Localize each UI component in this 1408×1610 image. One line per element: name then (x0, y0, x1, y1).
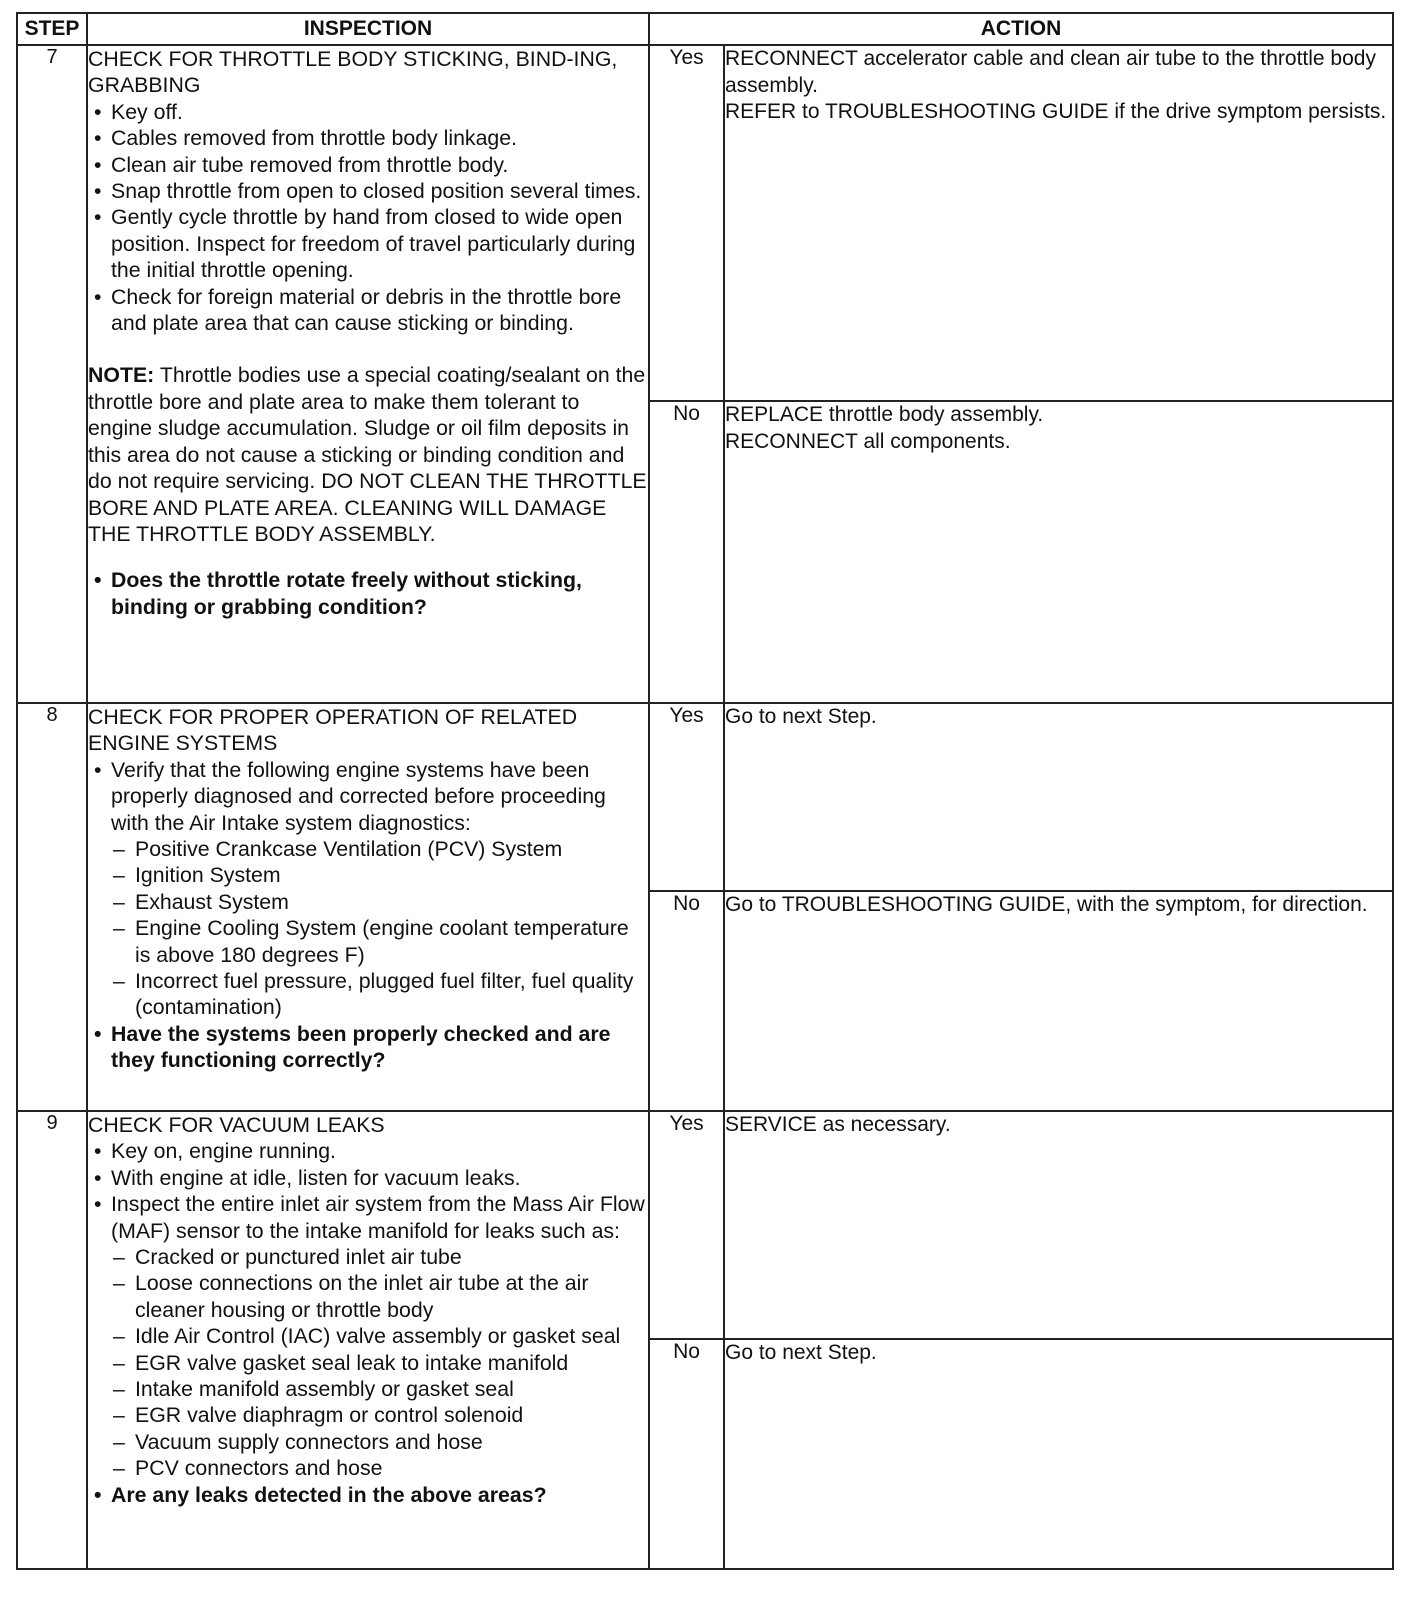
step-title: CHECK FOR VACUUM LEAKS (88, 1113, 385, 1137)
no-action (724, 401, 1393, 703)
step-8-inspection (87, 703, 649, 1111)
header-step: STEP (17, 13, 87, 45)
sub-list-item: – Loose connections on the inlet air tube at the air cleaner housing or throttle body (88, 1270, 648, 1323)
yes-label: Yes (649, 1111, 724, 1339)
no-label: No (649, 1339, 724, 1569)
step-number: 7 (17, 45, 87, 703)
header-action: ACTION (649, 13, 1393, 45)
step-7-yes-row (17, 45, 1393, 401)
list-item: • Clean air tube removed from throttle body. (88, 152, 648, 178)
note (88, 362, 648, 547)
sub-list-item: – Engine Cooling System (engine coolant temperature is above 180 degrees F) (88, 915, 648, 968)
list-item: • With engine at idle, listen for vacuum leaks. (88, 1165, 648, 1191)
sub-list-item: – EGR valve diaphragm or control solenoid (88, 1402, 648, 1428)
step-8-yes-row (17, 703, 1393, 891)
list-item: • Cables removed from throttle body linkage. (88, 125, 648, 151)
sub-list-item: – EGR valve gasket seal leak to intake manifold (88, 1350, 648, 1376)
sub-list-item: – Idle Air Control (IAC) valve assembly or gasket seal (88, 1323, 648, 1349)
action-line: Go to next Step. (725, 1341, 877, 1364)
sub-list-item: – Intake manifold assembly or gasket seal (88, 1376, 648, 1402)
no-label: No (649, 401, 724, 703)
no-action (724, 891, 1393, 1111)
sub-list-item: – Incorrect fuel pressure, plugged fuel filter, fuel quality (contamination) (88, 968, 648, 1021)
sub-list-item: – Exhaust System (88, 889, 648, 915)
step-9-inspection (87, 1111, 649, 1569)
list-item: • Verify that the following engine systems have been properly diagnosed and corrected before proceeding with the Air Intake system diagnostics: (88, 757, 648, 836)
note-text: Throttle bodies use a special coating/sealant on the throttle bore and plate area to make them tolerant to engine sludge accumulation. Sludge or oil film deposits in this area do not cause a sticking or binding condition and do not require servicing. DO NOT CLEAN THE THROTTLE BORE AND PLATE AREA. CLEANING WILL DAMAGE THE THROTTLE BODY ASSEMBLY. (88, 363, 647, 546)
list-item: • Snap throttle from open to closed position several times. (88, 178, 648, 204)
action-line: REPLACE throttle body assembly. (725, 403, 1044, 426)
yes-label: Yes (649, 703, 724, 891)
step-9-yes-row (17, 1111, 1393, 1339)
action-line: SERVICE as necessary. (725, 1113, 951, 1136)
diagnostic-sheet (16, 12, 1392, 1570)
sub-list-item: – Ignition System (88, 862, 648, 888)
step-question: • Have the systems been properly checked and are they functioning correctly? (88, 1021, 648, 1074)
action-line: RECONNECT all components. (725, 429, 1011, 453)
step-number: 8 (17, 703, 87, 1111)
action-line: RECONNECT accelerator cable and clean air tube to the throttle body assembly. (725, 47, 1376, 97)
action-line: REFER to TROUBLESHOOTING GUIDE if the drive symptom persists. (725, 100, 1387, 123)
sub-list-item: – Positive Crankcase Ventilation (PCV) System (88, 836, 648, 862)
sub-list-item: – Cracked or punctured inlet air tube (88, 1244, 648, 1270)
yes-action (724, 1111, 1393, 1339)
list-item: • Gently cycle throttle by hand from closed to wide open position. Inspect for freedom of travel particularly during the initial throttle opening. (88, 204, 648, 283)
sub-list-item: – Vacuum supply connectors and hose (88, 1429, 648, 1455)
no-label: No (649, 891, 724, 1111)
step-7-inspection (87, 45, 649, 703)
diagnostic-table (16, 12, 1394, 1570)
step-question: • Does the throttle rotate freely without sticking, binding or grabbing condition? (88, 567, 648, 620)
step-title: CHECK FOR THROTTLE BODY STICKING, BIND-ING, GRABBING (88, 47, 618, 98)
yes-label: Yes (649, 45, 724, 401)
yes-action (724, 45, 1393, 401)
sub-list-item: – PCV connectors and hose (88, 1455, 648, 1481)
list-item: • Check for foreign material or debris in the throttle bore and plate area that can cause sticking or binding. (88, 284, 648, 337)
list-item: • Key on, engine running. (88, 1138, 648, 1164)
step-question: • Are any leaks detected in the above areas? (88, 1482, 648, 1508)
list-item: • Key off. (88, 99, 648, 125)
action-line: Go to next Step. (725, 705, 877, 728)
list-item: • Inspect the entire inlet air system from the Mass Air Flow (MAF) sensor to the intake manifold for leaks such as: (88, 1191, 648, 1244)
step-number: 9 (17, 1111, 87, 1569)
header-row (17, 13, 1393, 45)
header-inspection: INSPECTION (87, 13, 649, 45)
note-label: NOTE: (88, 363, 155, 388)
step-title: CHECK FOR PROPER OPERATION OF RELATED ENGINE SYSTEMS (88, 705, 578, 756)
no-action (724, 1339, 1393, 1569)
yes-action (724, 703, 1393, 891)
action-line: Go to TROUBLESHOOTING GUIDE, with the symptom, for direction. (725, 893, 1368, 916)
